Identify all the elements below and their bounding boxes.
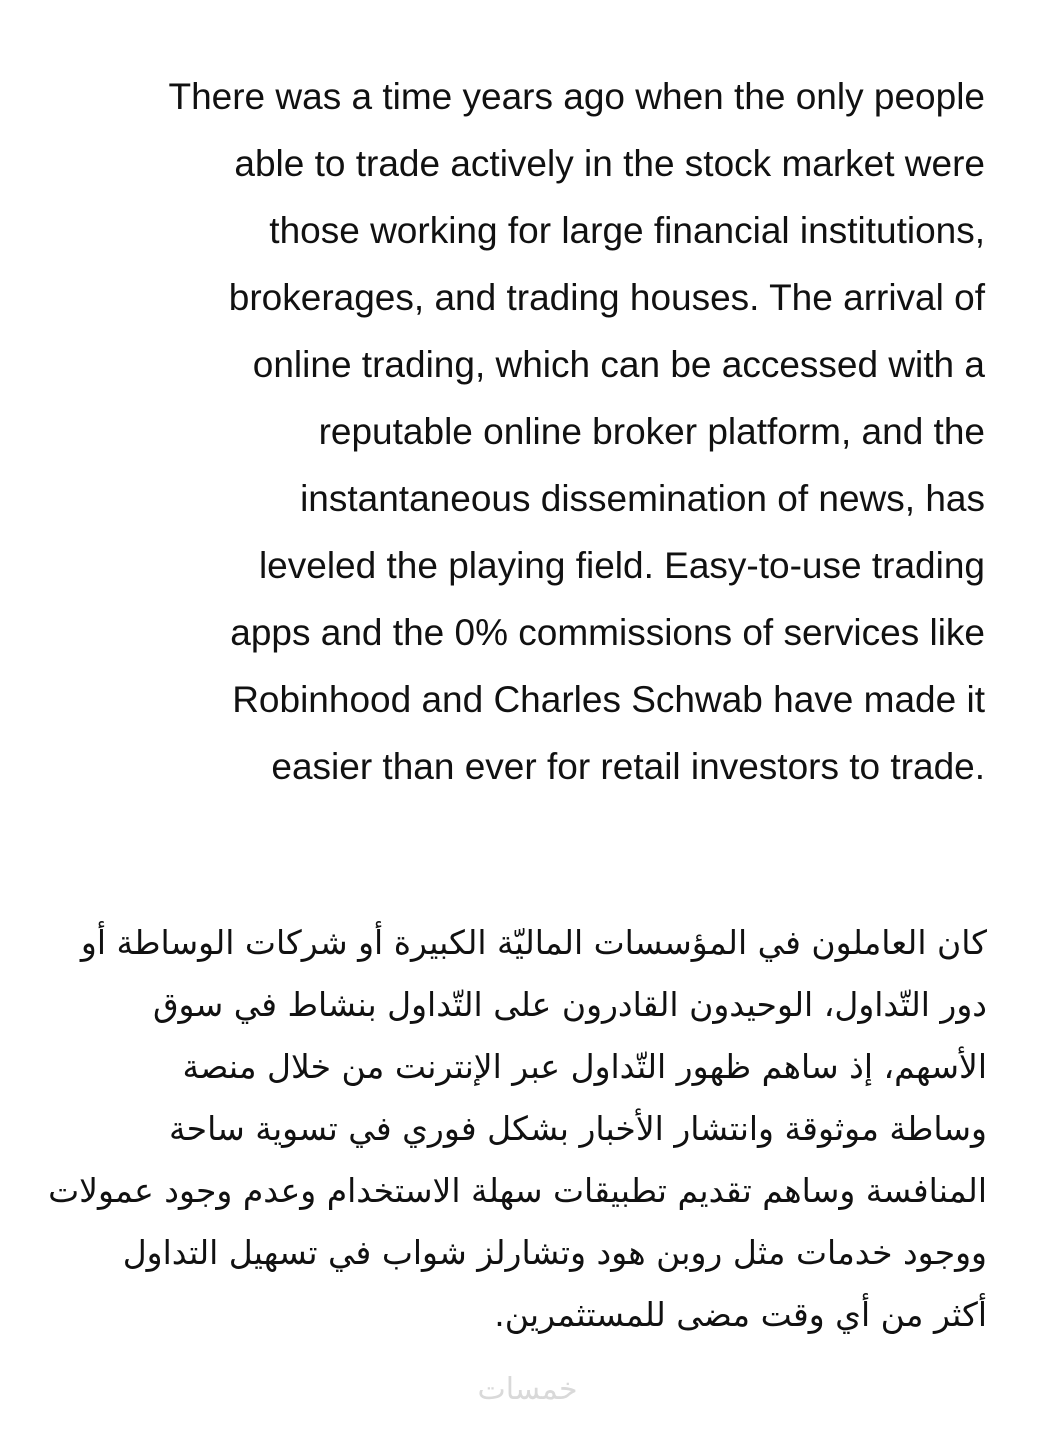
arabic-line: ووجود خدمات مثل روبن هود وتشارلز شواب في تسهيل التداول bbox=[122, 1233, 987, 1272]
english-line: those working for large financial institutions, bbox=[269, 210, 985, 251]
arabic-line: الأسهم، إذ ساهم ظهور التّداول عبر الإنترنت من خلال منصة bbox=[182, 1047, 987, 1086]
english-line: instantaneous dissemination of news, has bbox=[300, 478, 985, 519]
arabic-paragraph bbox=[48, 912, 987, 1346]
arabic-line: أكثر من أي وقت مضى للمستثمرين. bbox=[494, 1295, 987, 1334]
english-line: easier than ever for retail investors to trade. bbox=[271, 746, 985, 787]
english-line: reputable online broker platform, and the bbox=[318, 411, 985, 452]
english-paragraph bbox=[60, 63, 985, 800]
arabic-line: وساطة موثوقة وانتشار الأخبار بشكل فوري في تسوية ساحة bbox=[168, 1109, 987, 1148]
arabic-line: المنافسة وساهم تقديم تطبيقات سهلة الاستخدام وعدم وجود عمولات bbox=[48, 1171, 987, 1210]
english-line: leveled the playing field. Easy-to-use trading bbox=[258, 545, 985, 586]
english-line: Robinhood and Charles Schwab have made it bbox=[232, 679, 985, 720]
english-line: online trading, which can be accessed with a bbox=[252, 344, 985, 385]
english-line: able to trade actively in the stock market were bbox=[234, 143, 985, 184]
english-line: There was a time years ago when the only people bbox=[168, 76, 985, 117]
arabic-line: دور التّداول، الوحيدون القادرون على التّداول بنشاط في سوق bbox=[152, 985, 987, 1024]
arabic-line: كان العاملون في المؤسسات الماليّة الكبيرة أو شركات الوساطة أو bbox=[80, 923, 987, 962]
english-line: brokerages, and trading houses. The arrival of bbox=[228, 277, 985, 318]
english-line: apps and the 0% commissions of services like bbox=[230, 612, 985, 653]
watermark-logo: خمسات bbox=[477, 1372, 578, 1407]
